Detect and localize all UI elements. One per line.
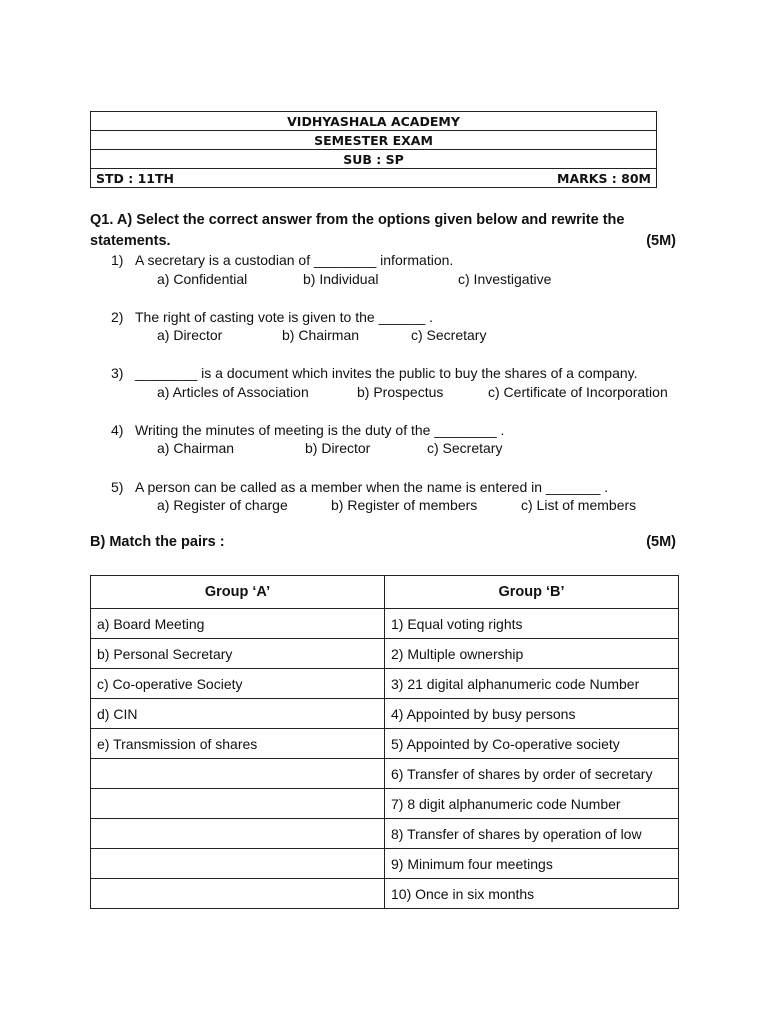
group-b-cell: 4) Appointed by busy persons xyxy=(385,699,679,729)
option: c) Certificate of Incorporation xyxy=(488,384,668,400)
exam-name: SEMESTER EXAM xyxy=(91,131,657,150)
group-a-cell xyxy=(91,849,385,879)
option: c) List of members xyxy=(521,497,637,513)
table-row xyxy=(91,669,679,699)
table-row xyxy=(91,699,679,729)
table-row xyxy=(91,609,679,639)
marks-label: MARKS : 80M xyxy=(557,170,651,186)
group-a-header: Group ‘A’ xyxy=(91,576,385,609)
option: c) Secretary xyxy=(411,327,487,343)
section-b-marks: (5M) xyxy=(646,534,676,550)
group-b-cell: 1) Equal voting rights xyxy=(385,609,679,639)
item-number: 3) xyxy=(111,365,124,381)
group-b-cell: 6) Transfer of shares by order of secretary xyxy=(385,759,679,789)
option: c) Investigative xyxy=(458,271,552,287)
group-a-cell: b) Personal Secretary xyxy=(91,639,385,669)
group-b-header: Group ‘B’ xyxy=(385,576,679,609)
option: a) Chairman xyxy=(157,440,235,456)
question-item-3 xyxy=(111,365,638,381)
group-a-cell xyxy=(91,819,385,849)
group-b-cell: 3) 21 digital alphanumeric code Number xyxy=(385,669,679,699)
q1-marks: (5M) xyxy=(646,233,676,249)
option: b) Prospectus xyxy=(357,384,444,400)
item-text: ________ is a document which invites the public to buy the shares of a company. xyxy=(135,365,638,381)
table-row xyxy=(91,729,679,759)
option: a) Register of charge xyxy=(157,497,288,513)
question-item-1 xyxy=(111,252,453,268)
group-b-cell: 5) Appointed by Co-operative society xyxy=(385,729,679,759)
option: b) Director xyxy=(305,440,371,456)
option: b) Chairman xyxy=(282,327,360,343)
item-text: A secretary is a custodian of ________ information. xyxy=(135,252,454,268)
item-number: 4) xyxy=(111,422,124,438)
subject: SUB : SP xyxy=(91,150,657,169)
table-row xyxy=(91,789,679,819)
table-row xyxy=(91,879,679,909)
std-marks-row xyxy=(91,169,657,188)
group-b-cell: 2) Multiple ownership xyxy=(385,639,679,669)
group-a-cell: c) Co-operative Society xyxy=(91,669,385,699)
table-row xyxy=(91,819,679,849)
question-item-2 xyxy=(111,309,433,325)
item-text: The right of casting vote is given to the ______ . xyxy=(135,309,434,325)
question-item-5 xyxy=(111,479,608,495)
option: b) Register of members xyxy=(331,497,478,513)
option: a) Articles of Association xyxy=(157,384,309,400)
school-name: VIDHYASHALA ACADEMY xyxy=(91,112,657,131)
option: c) Secretary xyxy=(427,440,503,456)
item-number: 2) xyxy=(111,309,124,325)
item-number: 5) xyxy=(111,479,124,495)
group-a-cell: e) Transmission of shares xyxy=(91,729,385,759)
item-number: 1) xyxy=(111,252,124,268)
match-pairs-table xyxy=(90,575,679,909)
std-label: STD : 11TH xyxy=(96,170,174,186)
group-b-cell: 9) Minimum four meetings xyxy=(385,849,679,879)
section-b-title-text: B) Match the pairs : xyxy=(90,534,225,550)
option: b) Individual xyxy=(303,271,379,287)
group-a-cell: a) Board Meeting xyxy=(91,609,385,639)
item-text: Writing the minutes of meeting is the duty of the ________ . xyxy=(135,422,505,438)
question-item-4 xyxy=(111,422,504,438)
q1-title-text: Q1. A) Select the correct answer from the options given below and rewrite the statements. xyxy=(90,212,625,249)
group-a-cell xyxy=(91,879,385,909)
q1-title xyxy=(90,210,676,252)
group-b-cell: 10) Once in six months xyxy=(385,879,679,909)
table-row xyxy=(91,759,679,789)
exam-header-table xyxy=(90,111,657,188)
group-b-cell: 7) 8 digit alphanumeric code Number xyxy=(385,789,679,819)
group-a-cell xyxy=(91,759,385,789)
option: a) Director xyxy=(157,327,223,343)
group-b-cell: 8) Transfer of shares by operation of low xyxy=(385,819,679,849)
option: a) Confidential xyxy=(157,271,248,287)
section-b-title xyxy=(90,534,676,550)
table-row xyxy=(91,849,679,879)
group-a-cell: d) CIN xyxy=(91,699,385,729)
group-a-cell xyxy=(91,789,385,819)
item-text: A person can be called as a member when the name is entered in _______ . xyxy=(135,479,609,495)
table-row xyxy=(91,639,679,669)
